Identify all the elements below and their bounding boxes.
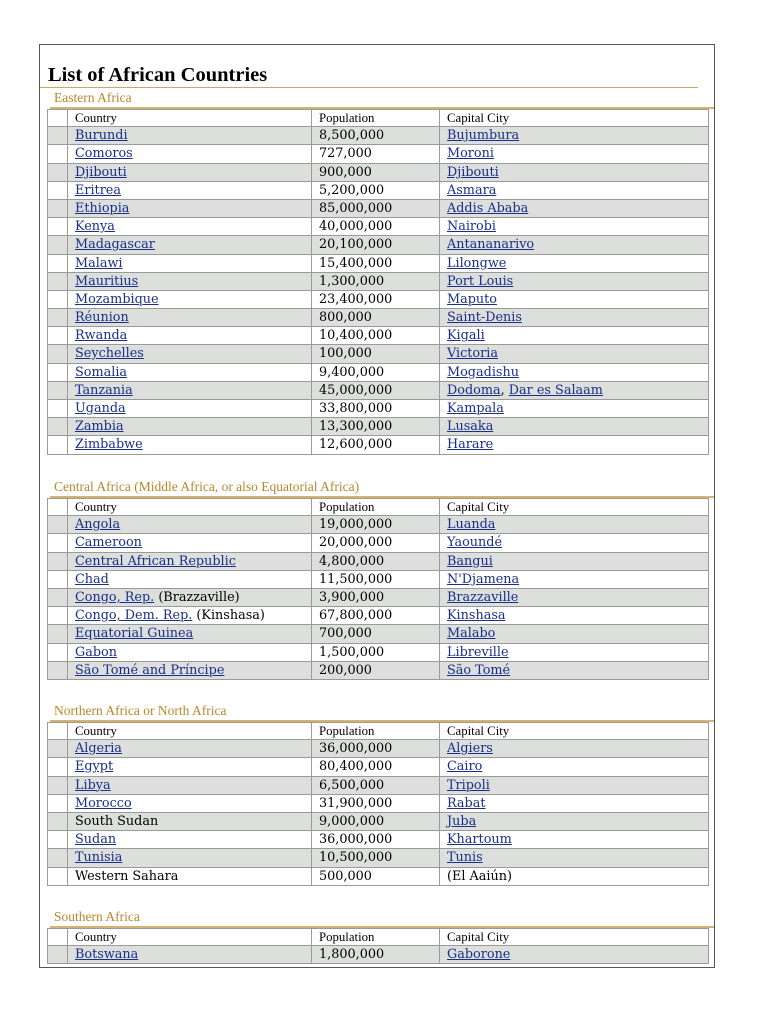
population-cell: 11,500,000	[311, 571, 439, 588]
row-marker-cell	[47, 400, 68, 417]
population-cell: 20,000,000	[311, 534, 439, 551]
capital-link[interactable]: Port Louis	[447, 273, 514, 289]
country-link[interactable]: Mozambique	[75, 291, 159, 307]
row-marker-cell	[47, 758, 68, 775]
country-link[interactable]: Kenya	[75, 219, 115, 235]
population-cell: 1,800,000	[311, 946, 439, 963]
population-cell: 12,600,000	[311, 436, 439, 453]
capital-cell	[439, 236, 709, 253]
capital-cell	[439, 813, 709, 830]
capital-column-header: Capital City	[439, 723, 709, 739]
capital-link[interactable]: Yaoundé	[447, 535, 503, 551]
document-page	[39, 44, 715, 968]
row-marker-cell	[47, 309, 68, 326]
table-row	[47, 644, 709, 662]
country-cell	[67, 400, 311, 417]
row-marker-cell	[47, 182, 68, 199]
country-name: South Sudan	[75, 813, 159, 829]
country-cell	[67, 644, 311, 661]
country-cell	[67, 777, 311, 794]
country-link[interactable]: Uganda	[75, 401, 126, 416]
table-row	[47, 534, 709, 552]
population-cell: 15,400,000	[311, 255, 439, 272]
row-marker-cell	[47, 868, 68, 885]
capital-link[interactable]: Victoria	[447, 346, 498, 362]
capital-link[interactable]: Bujumbura	[447, 128, 520, 144]
country-table	[47, 722, 709, 886]
capital-cell	[439, 200, 709, 217]
population-cell: 23,400,000	[311, 291, 439, 308]
section-title: Southern Africa	[54, 909, 140, 924]
country-cell	[67, 345, 311, 362]
country-link[interactable]: Tunisia	[75, 850, 123, 866]
country-link[interactable]: Djibouti	[75, 164, 127, 180]
capital-link[interactable]: Brazzaville	[447, 589, 519, 605]
country-cell	[67, 200, 311, 217]
country-link[interactable]: Algeria	[75, 741, 122, 757]
country-link[interactable]: Madagascar	[75, 237, 155, 253]
country-cell	[67, 236, 311, 253]
capital-cell	[439, 164, 709, 181]
country-cell	[67, 273, 311, 290]
population-cell: 1,300,000	[311, 273, 439, 290]
title-divider	[40, 87, 698, 88]
country-column-header: Country	[67, 929, 311, 945]
capital-cell	[439, 182, 709, 199]
table-row	[47, 831, 709, 849]
population-cell: 36,000,000	[311, 740, 439, 757]
table-row	[47, 813, 709, 831]
table-row	[47, 946, 709, 964]
row-marker-cell	[47, 607, 68, 624]
row-marker-cell	[47, 831, 68, 848]
capital-link[interactable]: Dar es Salaam	[508, 382, 603, 398]
capital-link[interactable]: Lusaka	[447, 419, 494, 435]
table-row	[47, 291, 709, 309]
capital-cell	[439, 291, 709, 308]
population-cell: 9,000,000	[311, 813, 439, 830]
capital-link[interactable]: Harare	[447, 437, 494, 453]
capital-cell	[439, 758, 709, 775]
table-row	[47, 236, 709, 254]
table-row	[47, 436, 709, 454]
country-link[interactable]: Mauritius	[75, 273, 139, 289]
country-cell	[67, 849, 311, 866]
population-cell: 9,400,000	[311, 364, 439, 381]
country-column-header: Country	[67, 110, 311, 126]
table-row	[47, 868, 709, 886]
population-cell: 1,500,000	[311, 644, 439, 661]
capital-cell	[439, 436, 709, 453]
capital-link[interactable]: Bangui	[447, 553, 493, 569]
country-cell	[67, 327, 311, 344]
table-row	[47, 200, 709, 218]
capital-cell	[439, 795, 709, 812]
capital-link[interactable]: Dodoma	[447, 382, 501, 398]
row-marker-cell	[47, 499, 68, 515]
capital-cell	[439, 273, 709, 290]
country-link[interactable]: Somalia	[75, 364, 128, 380]
country-link[interactable]: Rwanda	[75, 328, 128, 344]
country-cell	[67, 516, 311, 533]
table-row	[47, 553, 709, 571]
country-table	[47, 498, 709, 680]
capital-link[interactable]: Asmara	[447, 182, 497, 198]
population-column-header: Population	[311, 110, 439, 126]
row-marker-cell	[47, 327, 68, 344]
capital-cell	[439, 309, 709, 326]
row-marker-cell	[47, 273, 68, 290]
row-marker-cell	[47, 218, 68, 235]
population-cell: 36,000,000	[311, 831, 439, 848]
country-cell	[67, 758, 311, 775]
country-link[interactable]: Chad	[75, 571, 109, 587]
table-row	[47, 516, 709, 534]
capital-cell	[439, 364, 709, 381]
country-link[interactable]: Central African Republic	[75, 553, 236, 569]
population-cell: 85,000,000	[311, 200, 439, 217]
row-marker-cell	[47, 625, 68, 642]
country-cell	[67, 740, 311, 757]
country-link[interactable]: Burundi	[75, 128, 128, 144]
table-row	[47, 345, 709, 363]
capital-cell	[439, 868, 709, 885]
row-marker-cell	[47, 382, 68, 399]
row-marker-cell	[47, 571, 68, 588]
table-row	[47, 571, 709, 589]
capital-link[interactable]: Tripoli	[447, 777, 490, 793]
capital-cell	[439, 255, 709, 272]
section-title: Central Africa (Middle Africa, or also Equatorial Africa)	[54, 479, 360, 494]
table-row	[47, 255, 709, 273]
table-row	[47, 273, 709, 291]
country-link[interactable]: Morocco	[75, 795, 132, 811]
country-cell	[67, 662, 311, 679]
population-cell: 900,000	[311, 164, 439, 181]
country-link[interactable]: Sudan	[75, 832, 117, 848]
population-cell: 6,500,000	[311, 777, 439, 794]
population-cell: 200,000	[311, 662, 439, 679]
capital-cell	[439, 218, 709, 235]
table-row	[47, 382, 709, 400]
population-cell: 40,000,000	[311, 218, 439, 235]
capital-link[interactable]: Kampala	[447, 401, 504, 416]
country-cell	[67, 164, 311, 181]
row-marker-cell	[47, 236, 68, 253]
section-title: Eastern Africa	[54, 90, 132, 105]
capital-link[interactable]: Luanda	[447, 517, 496, 533]
country-cell	[67, 255, 311, 272]
table-row	[47, 625, 709, 643]
country-link[interactable]: São Tomé and Príncipe	[75, 662, 225, 678]
country-cell	[67, 868, 311, 885]
capital-link[interactable]: Khartoum	[447, 832, 512, 848]
capital-cell	[439, 589, 709, 606]
capital-cell	[439, 662, 709, 679]
capital-link[interactable]: Maputo	[447, 291, 498, 307]
capital-column-header: Capital City	[439, 929, 709, 945]
capital-cell	[439, 625, 709, 642]
row-marker-cell	[47, 929, 68, 945]
row-marker-cell	[47, 849, 68, 866]
table-row	[47, 127, 709, 145]
row-marker-cell	[47, 127, 68, 144]
population-cell: 80,400,000	[311, 758, 439, 775]
row-marker-cell	[47, 418, 68, 435]
country-cell	[67, 607, 311, 624]
row-marker-cell	[47, 662, 68, 679]
capital-cell	[439, 946, 709, 963]
population-cell: 800,000	[311, 309, 439, 326]
capital-column-header: Capital City	[439, 499, 709, 515]
capital-cell	[439, 777, 709, 794]
table-row	[47, 182, 709, 200]
capital-cell	[439, 740, 709, 757]
capital-link[interactable]: Tunis	[447, 850, 483, 866]
capital-cell	[439, 553, 709, 570]
country-column-header: Country	[67, 723, 311, 739]
table-row	[47, 218, 709, 236]
country-link[interactable]: Réunion	[75, 310, 129, 326]
capital-link[interactable]: Antananarivo	[447, 237, 535, 253]
capital-cell	[439, 127, 709, 144]
country-link[interactable]: Comoros	[75, 146, 133, 162]
country-cell	[67, 436, 311, 453]
capital-link[interactable]: Cairo	[447, 759, 483, 775]
row-marker-cell	[47, 145, 68, 162]
country-link[interactable]: Malawi	[75, 255, 123, 271]
country-cell	[67, 813, 311, 830]
capital-name: (El Aaiún)	[447, 868, 512, 884]
table-header-row	[47, 498, 709, 516]
country-link[interactable]: Eritrea	[75, 182, 122, 198]
population-cell: 4,800,000	[311, 553, 439, 570]
country-cell	[67, 291, 311, 308]
country-link[interactable]: Libya	[75, 777, 111, 793]
table-header-row	[47, 109, 709, 127]
country-link[interactable]: Seychelles	[75, 346, 144, 362]
capital-cell	[439, 327, 709, 344]
table-row	[47, 607, 709, 625]
table-row	[47, 400, 709, 418]
country-cell	[67, 946, 311, 963]
row-marker-cell	[47, 516, 68, 533]
capital-link[interactable]: Malabo	[447, 626, 496, 642]
population-cell: 10,500,000	[311, 849, 439, 866]
row-marker-cell	[47, 364, 68, 381]
capital-link[interactable]: Juba	[447, 813, 477, 829]
capital-link[interactable]: São Tomé	[447, 662, 511, 678]
table-row	[47, 758, 709, 776]
row-marker-cell	[47, 589, 68, 606]
table-row	[47, 777, 709, 795]
population-cell: 33,800,000	[311, 400, 439, 417]
capital-link[interactable]: Addis Ababa	[447, 200, 529, 216]
capital-cell	[439, 831, 709, 848]
row-marker-cell	[47, 723, 68, 739]
capital-cell	[439, 400, 709, 417]
population-cell: 100,000	[311, 345, 439, 362]
country-cell	[67, 534, 311, 551]
capital-cell	[439, 607, 709, 624]
country-cell	[67, 589, 311, 606]
country-cell	[67, 831, 311, 848]
country-cell	[67, 553, 311, 570]
country-link[interactable]: Congo, Rep.	[75, 589, 155, 605]
country-name: Western Sahara	[75, 868, 179, 884]
population-cell: 3,900,000	[311, 589, 439, 606]
capital-link[interactable]: Kigali	[447, 328, 485, 344]
row-marker-cell	[47, 795, 68, 812]
population-cell: 727,000	[311, 145, 439, 162]
population-cell: 19,000,000	[311, 516, 439, 533]
population-cell: 700,000	[311, 625, 439, 642]
table-row	[47, 364, 709, 382]
table-row	[47, 145, 709, 163]
country-link[interactable]: Equatorial Guinea	[75, 626, 194, 642]
row-marker-cell	[47, 164, 68, 181]
row-marker-cell	[47, 534, 68, 551]
country-cell	[67, 182, 311, 199]
row-marker-cell	[47, 110, 68, 126]
table-header-row	[47, 722, 709, 740]
table-row	[47, 327, 709, 345]
population-column-header: Population	[311, 723, 439, 739]
country-link[interactable]: Cameroon	[75, 535, 142, 551]
country-cell	[67, 571, 311, 588]
table-row	[47, 418, 709, 436]
country-cell	[67, 382, 311, 399]
row-marker-cell	[47, 255, 68, 272]
country-cell	[67, 418, 311, 435]
capital-cell: Dodoma, Dar es Salaam	[439, 382, 709, 399]
country-table	[47, 928, 709, 964]
country-link[interactable]: Botswana	[75, 947, 139, 963]
population-cell: 13,300,000	[311, 418, 439, 435]
country-link[interactable]: Angola	[75, 517, 121, 533]
capital-cell	[439, 516, 709, 533]
table-row	[47, 849, 709, 867]
row-marker-cell	[47, 553, 68, 570]
page-title: List of African Countries	[48, 64, 268, 86]
capital-column-header: Capital City	[439, 110, 709, 126]
section-title: Northern Africa or North Africa	[54, 703, 227, 718]
country-table	[47, 109, 709, 455]
capital-cell	[439, 849, 709, 866]
population-column-header: Population	[311, 929, 439, 945]
population-cell: 5,200,000	[311, 182, 439, 199]
population-cell: 10,400,000	[311, 327, 439, 344]
country-cell	[67, 309, 311, 326]
capital-link[interactable]: Libreville	[447, 644, 509, 660]
country-link[interactable]: Zimbabwe	[75, 437, 143, 453]
capital-cell	[439, 145, 709, 162]
capital-link[interactable]: Djibouti	[447, 164, 499, 180]
population-cell: 67,800,000	[311, 607, 439, 624]
capital-cell	[439, 571, 709, 588]
capital-link[interactable]: Rabat	[447, 795, 486, 811]
capital-cell	[439, 534, 709, 551]
capital-link[interactable]: Gaborone	[447, 947, 511, 963]
country-link[interactable]: Zambia	[75, 419, 124, 435]
population-cell: 500,000	[311, 868, 439, 885]
country-cell	[67, 127, 311, 144]
capital-link[interactable]: Saint-Denis	[447, 310, 522, 326]
population-column-header: Population	[311, 499, 439, 515]
row-marker-cell	[47, 345, 68, 362]
table-row	[47, 662, 709, 680]
row-marker-cell	[47, 777, 68, 794]
population-cell: 31,900,000	[311, 795, 439, 812]
country-cell	[67, 218, 311, 235]
country-link[interactable]: Egypt	[75, 759, 114, 775]
capital-cell	[439, 345, 709, 362]
country-cell	[67, 145, 311, 162]
capital-link[interactable]: Kinshasa	[447, 608, 506, 624]
table-row	[47, 164, 709, 182]
capital-link[interactable]: Moroni	[447, 146, 494, 162]
table-row	[47, 740, 709, 758]
country-cell	[67, 795, 311, 812]
population-cell: 20,100,000	[311, 236, 439, 253]
table-row	[47, 795, 709, 813]
country-cell	[67, 364, 311, 381]
country-cell	[67, 625, 311, 642]
row-marker-cell	[47, 436, 68, 453]
capital-link[interactable]: Mogadishu	[447, 364, 519, 380]
capital-link[interactable]: Lilongwe	[447, 255, 507, 271]
country-alias: (Kinshasa)	[192, 608, 265, 624]
country-link[interactable]: Tanzania	[75, 382, 133, 398]
table-row	[47, 589, 709, 607]
capital-link[interactable]: N'Djamena	[447, 571, 520, 587]
row-marker-cell	[47, 200, 68, 217]
row-marker-cell	[47, 813, 68, 830]
capital-link[interactable]: Nairobi	[447, 219, 497, 235]
country-alias: (Brazzaville)	[154, 589, 240, 605]
capital-cell	[439, 644, 709, 661]
country-column-header: Country	[67, 499, 311, 515]
country-link[interactable]: Gabon	[75, 644, 117, 660]
table-header-row	[47, 928, 709, 946]
country-link[interactable]: Ethiopia	[75, 200, 130, 216]
capital-link[interactable]: Algiers	[447, 741, 493, 757]
capital-cell	[439, 418, 709, 435]
country-link[interactable]: Congo, Dem. Rep.	[75, 608, 193, 624]
row-marker-cell	[47, 946, 68, 963]
population-cell: 8,500,000	[311, 127, 439, 144]
row-marker-cell	[47, 291, 68, 308]
population-cell: 45,000,000	[311, 382, 439, 399]
row-marker-cell	[47, 644, 68, 661]
row-marker-cell	[47, 740, 68, 757]
table-row	[47, 309, 709, 327]
